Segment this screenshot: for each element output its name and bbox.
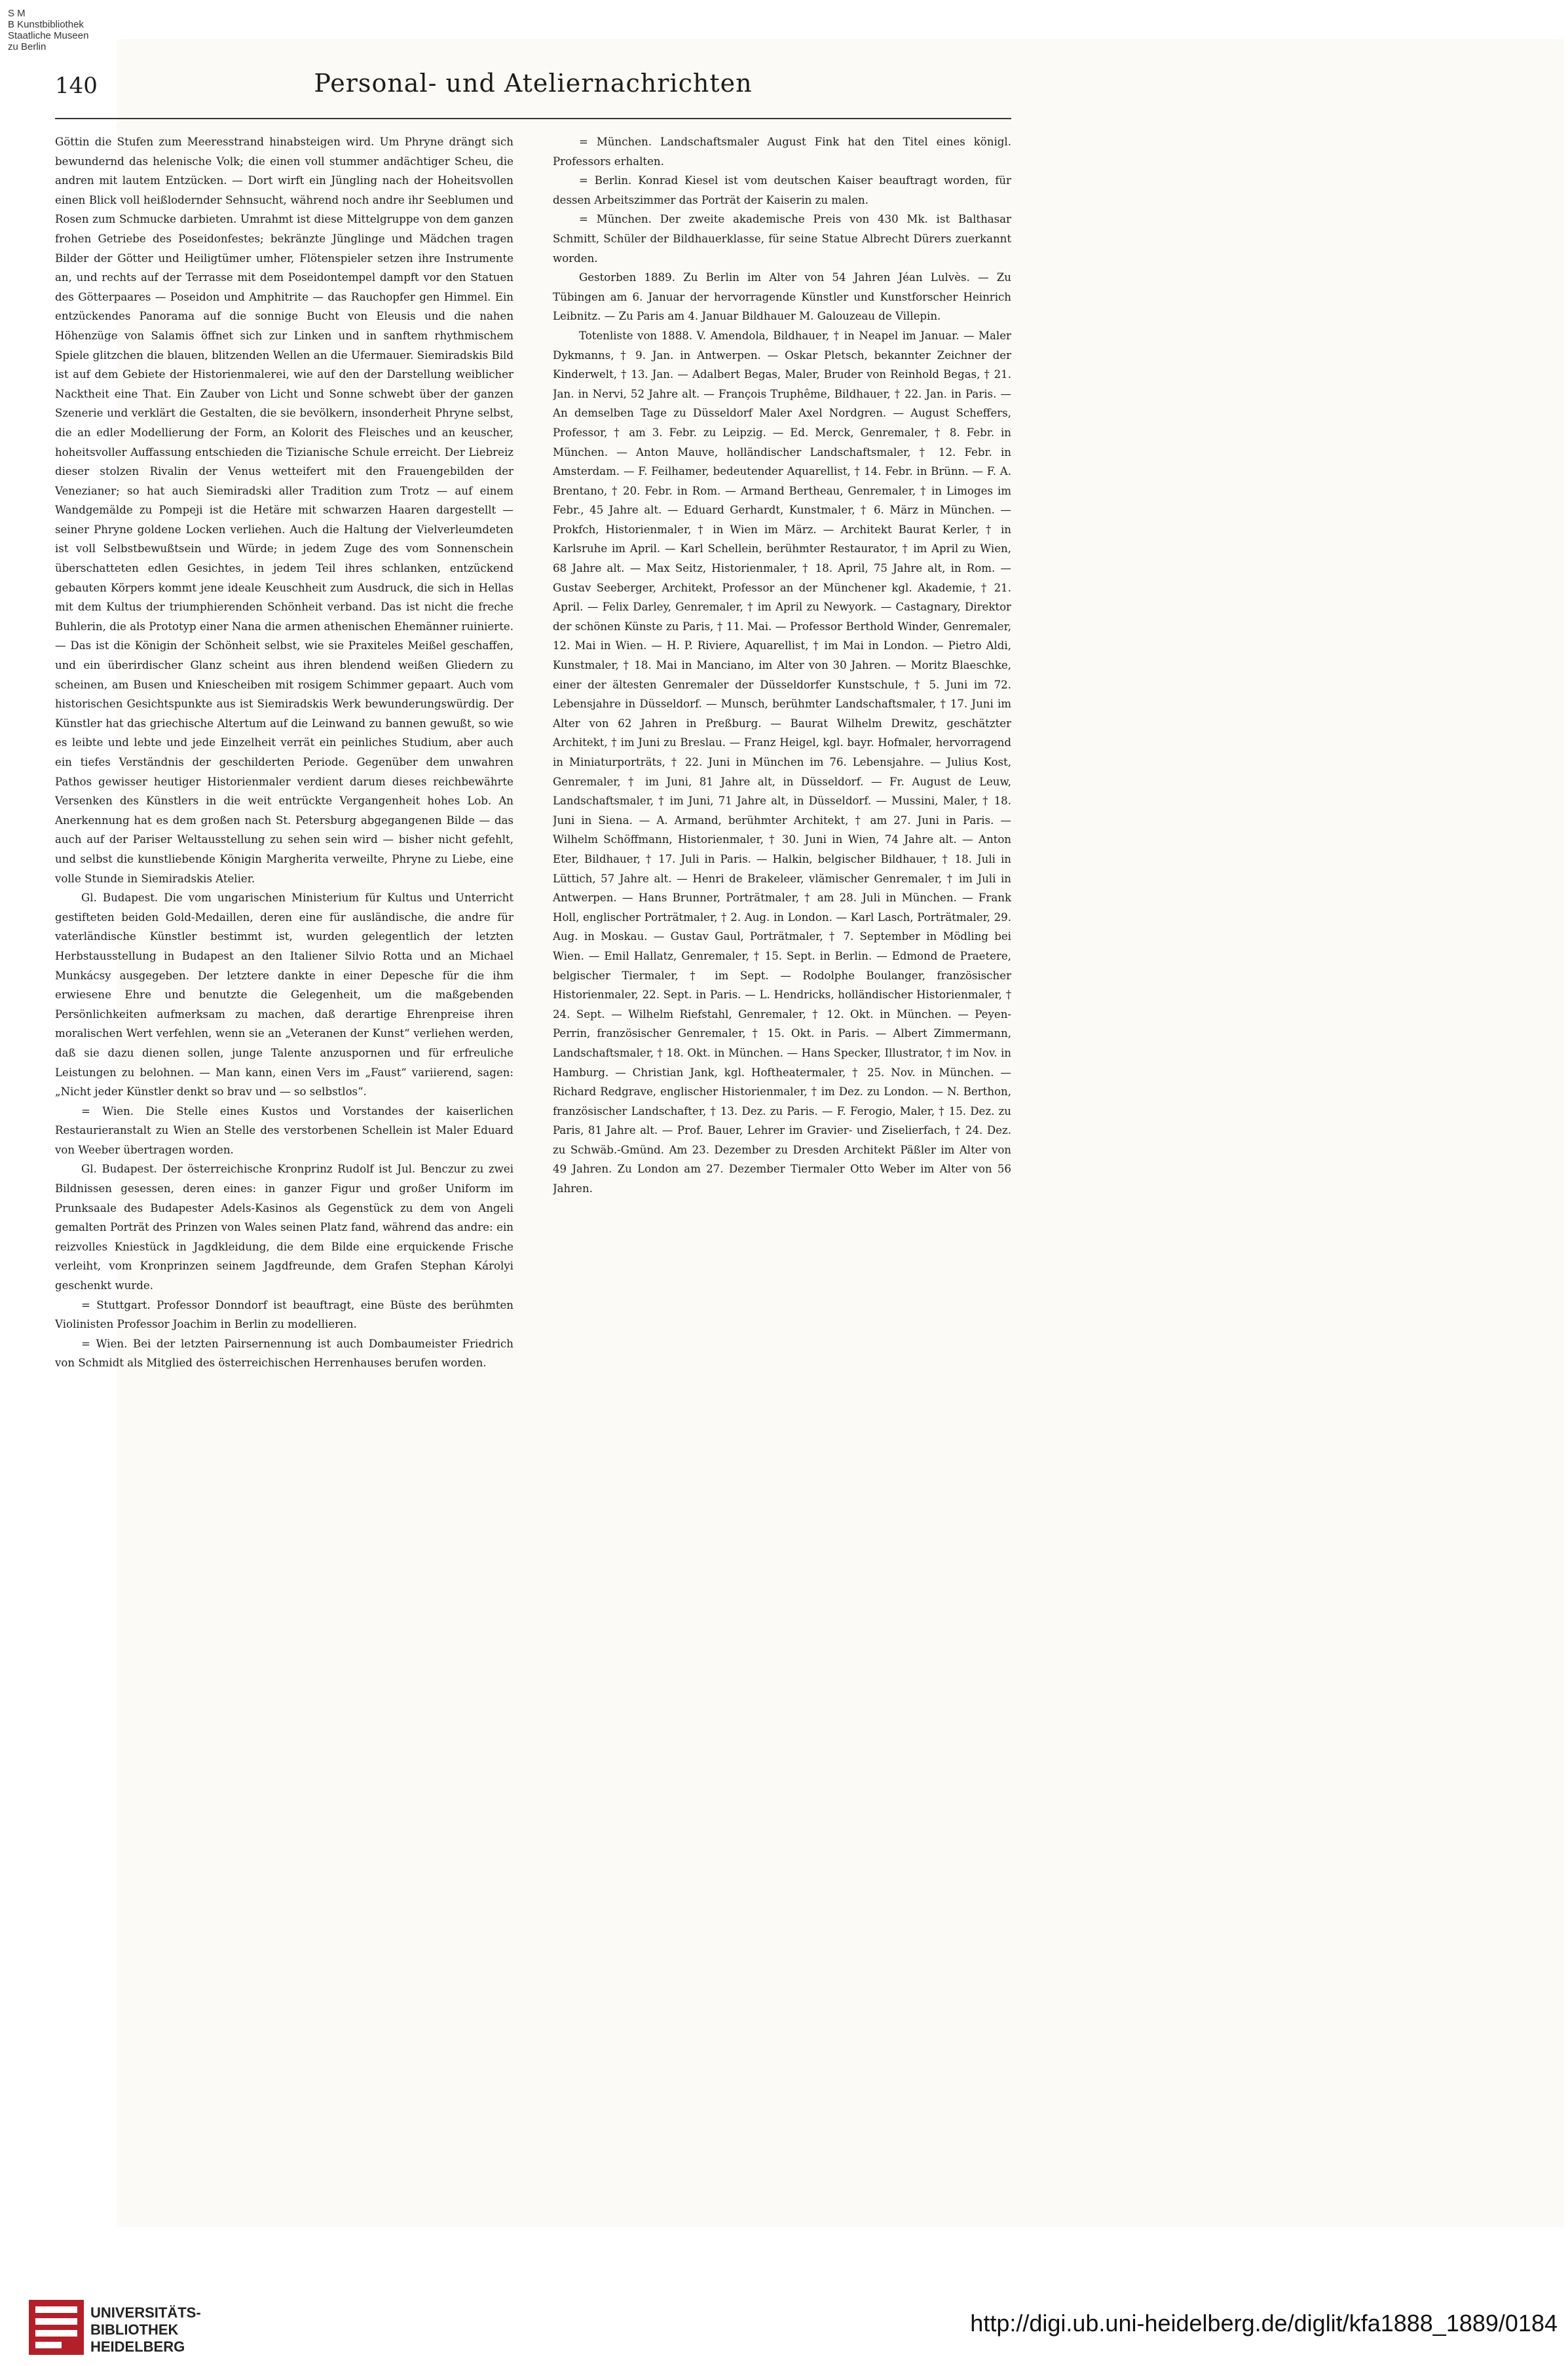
- paragraph-berlin-kiesel: = Berlin. Konrad Kiesel ist vom deutschen Kaiser beauftragt worden, für dessen Arbeitszimmer das Porträt der Kaiserin zu malen.: [553, 174, 1011, 206]
- paragraph-phryne-review: Göttin die Stufen zum Meeresstrand hinabsteigen wird. Um Phryne drängt sich bewundernd das helenische Volk; die einen voll stummer andächtiger Scheu, die andren mit lautem Entzücken. — Dort wirft ein Jüngling nach der Hoheitsvollen einen Blick voll heißlodernder Sehnsucht, während noch andre ihr Seeblumen und Rosen zum Schmucke darbieten. Umrahmt ist diese Mittelgruppe von dem ganzen frohen Getriebe des Poseidonfestes; bekränzte Jünglinge und Mädchen tragen Bilder der Götter und Heiligtümer umher, Flötenspieler setzen ihre Instrumente an, und rechts auf der Terrasse mit dem Poseidontempel dampft vor den Statuen des Götterpaares — Poseidon und Amphitrite — das Rauchopfer gen Himmel. Ein entzückendes Panorama auf die sonnige Bucht von Eleusis und die nahen Höhenzüge von Salamis öffnet sich zur Linken und in sanftem rhythmischem Spiele glitzchen die blauen, blitzenden Wellen an die Ufermauer. Siemiradskis Bild ist auf dem Gebiete der Historienmalerei, wie auf den der Darstellung weiblicher Nacktheit eine That. Ein Zauber von Licht und Sonne schwebt über der ganzen Szenerie und verklärt die Gestalten, die sie bevölkern, insonderheit Phryne selbst, die an edler Modellierung der Form, an Kolorit des Fleisches und an keuscher, hoheitsvoller Auffassung entschieden die Tizianische Schule erreicht. Der Liebreiz dieser stolzen Rivalin der Venus wetteifert mit den Frauengebilden der Venezianer; so hat auch Siemiradski aller Tradition zum Trotz — auf einem Wandgemälde zu Pompeji ist die Hetäre mit schwarzen Haaren dargestellt — seiner Phryne goldene Locken verliehen. Auch die Haltung der Vielverleumdeten ist voll Selbstbewußtsein und Würde; in jedem Zuge des vom Sonnenschein überschatteten edlen Gesichtes, in jedem Teil ihres schlanken, entzückend gebauten Körpers kommt jene ideale Keuschheit zum Ausdruck, die sich in Hellas mit dem Kultus der triumphierenden Schönheit verband. Das ist nicht die freche Buhlerin, die als Prototyp einer Nana die armen athenischen Ehemänner ruinierte. — Das ist die Königin der Schönheit selbst, wie sie Praxiteles Meißel geschaffen, und ein überirdischer Glanz scheint aus ihren blendend weißen Gliedern zu scheinen, am Busen und Kniescheiben mit rosigem Schimmer gepaart. Auch vom historischen Gesichtspunkte aus ist Siemiradskis Werk bewunderungswürdig. Der Künstler hat das griechische Altertum auf die Leinwand zu bannen gewußt, so wie es leibte und lebte und jede Einzelheit verrät ein peinliches Studium, aber auch ein tiefes Verständnis der geschilderten Periode. Gegenüber dem unwahren Pathos gewisser heutiger Historienmaler verdient darum dieses reichbewährte Versenken des Künstlers in die weit entrückte Vergangenheit hohes Lob. An Anerkennung hat es dem großen nach St. Petersburg abgegangenen Bilde — das auch auf der Pariser Weltausstellung zu sehen sein wird — bisher nicht gefehlt, und selbst die kunstliebende Königin Margherita verweilte, Phryne zu Liebe, eine volle Stunde in Siemiradskis Atelier.: [55, 136, 513, 885]
- paragraph-muenchen-preis: = München. Der zweite akademische Preis von 430 Mk. ist Balthasar Schmitt, Schüler der Bildhauerklasse, für seine Statue Albrecht Dürers zuerkannt worden.: [553, 213, 1011, 265]
- paragraph-stuttgart: = Stuttgart. Professor Donndorf ist beauftragt, eine Büste des berühmten Violinisten Professor Joachim in Berlin zu modellieren.: [55, 1298, 513, 1331]
- library-stamp: S M B Kunstbibliothek Staatliche Museen zu Berlin: [8, 8, 89, 52]
- left-column: [55, 132, 513, 2137]
- library-logo-text: [90, 2304, 201, 2356]
- logo-text-lines: UNIVERSITÄTS- BIBLIOTHEK HEIDELBERG: [90, 2304, 201, 2355]
- paragraph-totenliste-1888: Totenliste von 1888. V. Amendola, Bildhauer, † in Neapel im Januar. — Maler Dykmanns, † 9. Jan. in Antwerpen. — Oskar Pletsch, bekannter Zeichner der Kinderwelt, † 13. Jan. — Adalbert Begas, Maler, Bruder von Reinhold Begas, † 21. Jan. in Nervi, 52 Jahre alt. — François Truphême, Bildhauer, † 22. Jan. in Paris. — An demselben Tage zu Düsseldorf Maler Axel Nordgren. — August Scheffers, Professor, † am 3. Febr. zu Leipzig. — Ed. Merck, Genremaler, † 8. Febr. in München. — Anton Mauve, holländischer Landschaftsmaler, † 12. Febr. in Amsterdam. — F. Feilhamer, bedeutender Aquarellist, † 14. Febr. in Brünn. — F. A. Brentano, † 20. Febr. in Rom. — Armand Bertheau, Genremaler, † in Limoges im Febr., 45 Jahre alt. — Eduard Gerhardt, Kunstmaler, † 6. März in München. — Prokfch, Historienmaler, † in Wien im März. — Architekt Baurat Kerler, † in Karlsruhe im April. — Karl Schellein, berühmter Restaurator, † im April zu Wien, 68 Jahre alt. — Max Seitz, Historienmaler, † 18. April, 75 Jahre alt, in Rom. — Gustav Seeberger, Architekt, Professor an der Münchener kgl. Akademie, † 21. April. — Felix Darley, Genremaler, † im April zu Newyork. — Castagnary, Direktor der schönen Künste zu Paris, † 11. Mai. — Professor Berthold Winder, Genremaler, 12. Mai in Wien. — H. P. Riviere, Aquarellist, † im Mai in London. — Pietro Aldi, Kunstmaler, † 18. Mai in Manciano, im Alter von 30 Jahren. — Moritz Blaeschke, einer der ältesten Genremaler der Düsseldorfer Kunstschule, † 5. Juni im 72. Lebensjahre in Düsseldorf. — Munsch, berühmter Landschaftsmaler, † 17. Juni im Alter von 62 Jahren in Preßburg. — Baurat Wilhelm Drewitz, geschätzter Architekt, † im Juni zu Breslau. — Franz Heigel, kgl. bayr. Hofmaler, hervorragend in Miniaturporträts, † 22. Juni in München im 76. Lebensjahre. — Julius Kost, Genremaler, † im Juni, 81 Jahre alt, in Düsseldorf. — Fr. August de Leuw, Landschaftsmaler, † im Juni, 71 Jahre alt, in Düsseldorf. — Mussini, Maler, † 18. Juni in Siena. — A. Armand, berühmter Architekt, † am 27. Juni in Paris. — Wilhelm Schöffmann, Historienmaler, † 30. Juni in Wien, 74 Jahre alt. — Anton Eter, Bildhauer, † 17. Juli in Paris. — Halkin, belgischer Bildhauer, † 18. Juli in Lüttich, 57 Jahre alt. — Henri de Brakeleer, vlämischer Genremaler, † im Juli in Antwerpen. — Hans Brunner, Porträtmaler, † am 28. Juli in München. — Frank Holl, englischer Porträtmaler, † 2. Aug. in London. — Karl Lasch, Porträtmaler, 29. Aug. in Moskau. — Gustav Gaul, Porträtmaler, † 7. September in Mödling bei Wien. — Emil Hallatz, Genremaler, † 15. Sept. in Berlin. — Edmond de Praetere, belgischer Tiermaler, † im Sept. — Rodolphe Boulanger, französischer Historienmaler, 22. Sept. in Paris. — L. Hendricks, holländischer Historienmaler, † 24. Sept. — Wilhelm Riefstahl, Genremaler, † 12. Okt. in München. — Peyen-Perrin, französischer Genremaler, † 15. Okt. in Paris. — Albert Zimmermann, Landschaftsmaler, † 18. Okt. in München. — Hans Specker, Illustrator, † im Nov. in Hamburg. — Christian Jank, kgl. Hoftheatermaler, † 25. Nov. in München. — Richard Redgrave, englischer Historienmaler, † im Dez. zu London. — N. Berthon, französischer Landschafter, † 13. Dez. zu Paris. — F. Ferogio, Maler, † 15. Dez. zu Paris, 81 Jahre alt. — Prof. Bauer, Lehrer im Gravier- und Ziselierfach, † 24. Dez. zu Schwäb.-Gmünd. Am 23. Dezember zu Dresden Architekt Päßler im Alter von 49 Jahren. Zu London am 27. Dezember Tiermaler Otto Weber im Alter von 56 Jahren.: [553, 329, 1011, 1195]
- text-columns: [55, 132, 1011, 2137]
- paragraph-muenchen-fink: = München. Landschaftsmaler August Fink hat den Titel eines königl. Professors erhalten.: [553, 136, 1011, 168]
- right-column: [553, 132, 1011, 2137]
- paragraph-wien-kustos: = Wien. Die Stelle eines Kustos und Vorstandes der kaiserlichen Restaurieranstalt zu Wien an Stelle des verstorbenen Schellein ist Maler Eduard von Weeber übertragen worden.: [55, 1104, 513, 1156]
- page-header: [55, 69, 1011, 112]
- paragraph-budapest-kronprinz: Gl. Budapest. Der österreichische Kronprinz Rudolf ist Jul. Benczur zu zwei Bildnissen gesessen, deren eines: in ganzer Figur und großer Uniform im Prunksaale des Budapester Adels-Kasinos als Gegenstück zu dem von Angeli gemalten Porträt des Prinzen von Wales seinen Platz fand, während das andre: ein reizvolles Kniestück in Jagdkleidung, die dem Bilde eine erquickende Frische verleiht, vom Kronprinzen seinem Jagdfreunde, dem Grafen Stephan Károlyi geschenkt wurde.: [55, 1163, 513, 1292]
- paragraph-budapest-medals: Gl. Budapest. Die vom ungarischen Ministerium für Kultus und Unterricht gestifteten beiden Gold-Medaillen, deren eine für ausländische, die andre für vaterländische Künstler bestimmt ist, wurden gelegentlich der letzten Herbstausstellung in Budapest an den Italiener Silvio Rotta und an Michael Munkácsy ausgegeben. Der letztere dankte in einer Depesche für die ihm erwiesene Ehre und benutzte die Gelegenheit, um die maßgebenden Persönlichkeiten aufmerksam zu machen, daß derartige Ehrenpreise ihren moralischen Wert verfehlen, wenn sie an „Veteranen der Kunst“ verliehen werden, daß sie dazu dienen sollen, junge Talente anzuspornen und für erfreuliche Leistungen zu belohnen. — Man kann, einen Vers im „Faust“ variierend, sagen: „Nicht jeder Künstler denkt so brav und — so selbstlos“.: [55, 892, 513, 1098]
- page-number: 140: [55, 73, 98, 99]
- running-head: Personal- und Ateliernachrichten: [314, 69, 753, 98]
- paragraph-wien-pairs: = Wien. Bei der letzten Pairsernennung ist auch Dombaumeister Friedrich von Schmidt als Mitglied des österreichischen Herrenhauses berufen worden.: [55, 1337, 513, 1370]
- source-url-link[interactable]: http://digi.ub.uni-heidelberg.de/diglit/kfa1888_1889/0184: [970, 2310, 1558, 2337]
- header-rule: [55, 118, 1011, 119]
- paragraph-gestorben-1889: Gestorben 1889. Zu Berlin im Alter von 54 Jahren Jéan Lulvès. — Zu Tübingen am 6. Januar der hervorragende Künstler und Kunstforscher Heinrich Leibnitz. — Zu Paris am 4. Januar Bildhauer M. Galouzeau de Villepin.: [553, 271, 1011, 323]
